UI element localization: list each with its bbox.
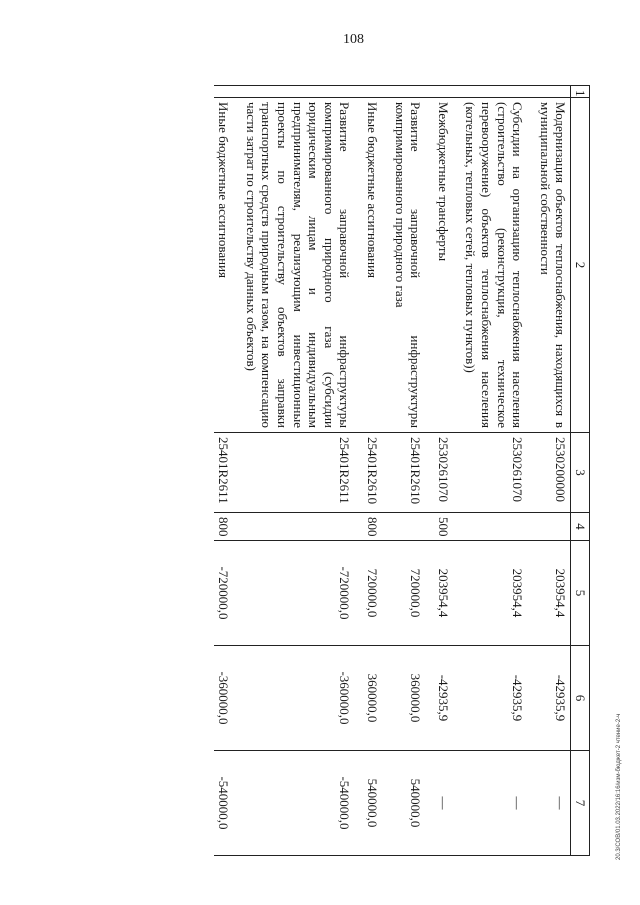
row-code: 2530200000: [535, 433, 571, 513]
row-code: 25401R2610: [390, 433, 425, 513]
row-name: Межбюджетные трансферты: [433, 98, 453, 433]
row-code: 2530261070: [461, 433, 527, 513]
row-spacer: [382, 86, 390, 856]
row-value-6: 360000,0: [362, 646, 382, 751]
header-col-4: 4: [571, 513, 590, 541]
row-col-1: [461, 86, 527, 98]
header-col-5: 5: [571, 541, 590, 646]
row-spacer: [354, 86, 362, 856]
row-value-7: 540000,0: [390, 751, 425, 856]
row-vr: [241, 513, 354, 541]
table-row: [535, 86, 571, 856]
table-row: [461, 86, 527, 856]
row-value-5: -720000,0: [241, 541, 354, 646]
row-spacer: [527, 86, 535, 856]
row-value-5: 720000,0: [362, 541, 382, 646]
row-name: Развитие заправочной инфраструктуры компримированного природного газа: [390, 98, 425, 433]
header-col-7: 7: [571, 751, 590, 856]
row-vr: 800: [362, 513, 382, 541]
row-name: Развитие заправочной инфраструктуры компримированного природного газа (субсидии юридическим лицам и индивидуальным предпринимателям, реализующим инвестиционные проекты по строительству объектов заправки транспортных средств природным газом, на компенсацию части затрат по строительству данных объектов): [241, 98, 354, 433]
table-row: [390, 86, 425, 856]
table-row: [362, 86, 382, 856]
row-value-6: -42935,9: [461, 646, 527, 751]
row-col-1: [241, 86, 354, 98]
row-col-1: [535, 86, 571, 98]
row-vr: [390, 513, 425, 541]
row-value-7: -540000,0: [214, 751, 234, 856]
row-value-6: -360000,0: [241, 646, 354, 751]
table-row: [433, 86, 453, 856]
row-name: Модернизация объектов теплоснабжения, находящихся в муниципальной собственности: [535, 98, 571, 433]
row-col-1: [390, 86, 425, 98]
row-name: Иные бюджетные ассигнования: [362, 98, 382, 433]
row-col-1: [214, 86, 234, 98]
row-col-1: [362, 86, 382, 98]
row-code: 2530261070: [433, 433, 453, 513]
row-code: 25401R2611: [214, 433, 234, 513]
row-value-7: —: [535, 751, 571, 856]
row-value-7: 540000,0: [362, 751, 382, 856]
header-col-1: 1: [571, 86, 590, 98]
row-vr: 800: [214, 513, 234, 541]
table-header-row: [571, 86, 590, 856]
row-value-6: -42935,9: [433, 646, 453, 751]
row-spacer: [233, 86, 241, 856]
header-col-3: 3: [571, 433, 590, 513]
row-code: 25401R2610: [362, 433, 382, 513]
row-col-1: [433, 86, 453, 98]
row-code: 25401R2611: [241, 433, 354, 513]
budget-table: [214, 85, 590, 856]
header-col-2: 2: [571, 98, 590, 433]
row-value-7: —: [433, 751, 453, 856]
table-row: [214, 86, 234, 856]
header-col-6: 6: [571, 646, 590, 751]
row-value-6: -360000,0: [214, 646, 234, 751]
row-vr: [461, 513, 527, 541]
side-note: [616, 500, 628, 860]
row-vr: 500: [433, 513, 453, 541]
row-name: Иные бюджетные ассигнования: [214, 98, 234, 433]
row-value-6: -42935,9: [535, 646, 571, 751]
table-row: [241, 86, 354, 856]
row-value-5: 720000,0: [390, 541, 425, 646]
row-value-5: 203954,4: [433, 541, 453, 646]
side-note-text: 20.3/СОВ/01.03.2022/16:16/изм-бюджет-2 чтение-2-ч: [616, 713, 622, 860]
page-number: 108: [343, 32, 364, 47]
row-name: Субсидии на организацию теплоснабжения населения (строительство (реконструкция, техническое перевооружение) объектов теплоснабжения населения (котельных, тепловых сетей, тепловых пунктов)): [461, 98, 527, 433]
row-value-7: —: [461, 751, 527, 856]
row-value-5: -720000,0: [214, 541, 234, 646]
row-value-6: 360000,0: [390, 646, 425, 751]
row-value-7: -540000,0: [241, 751, 354, 856]
row-vr: [535, 513, 571, 541]
row-spacer: [425, 86, 433, 856]
row-value-5: 203954,4: [535, 541, 571, 646]
row-spacer: [453, 86, 461, 856]
rotated-table-container: [105, 85, 590, 855]
row-value-5: 203954,4: [461, 541, 527, 646]
